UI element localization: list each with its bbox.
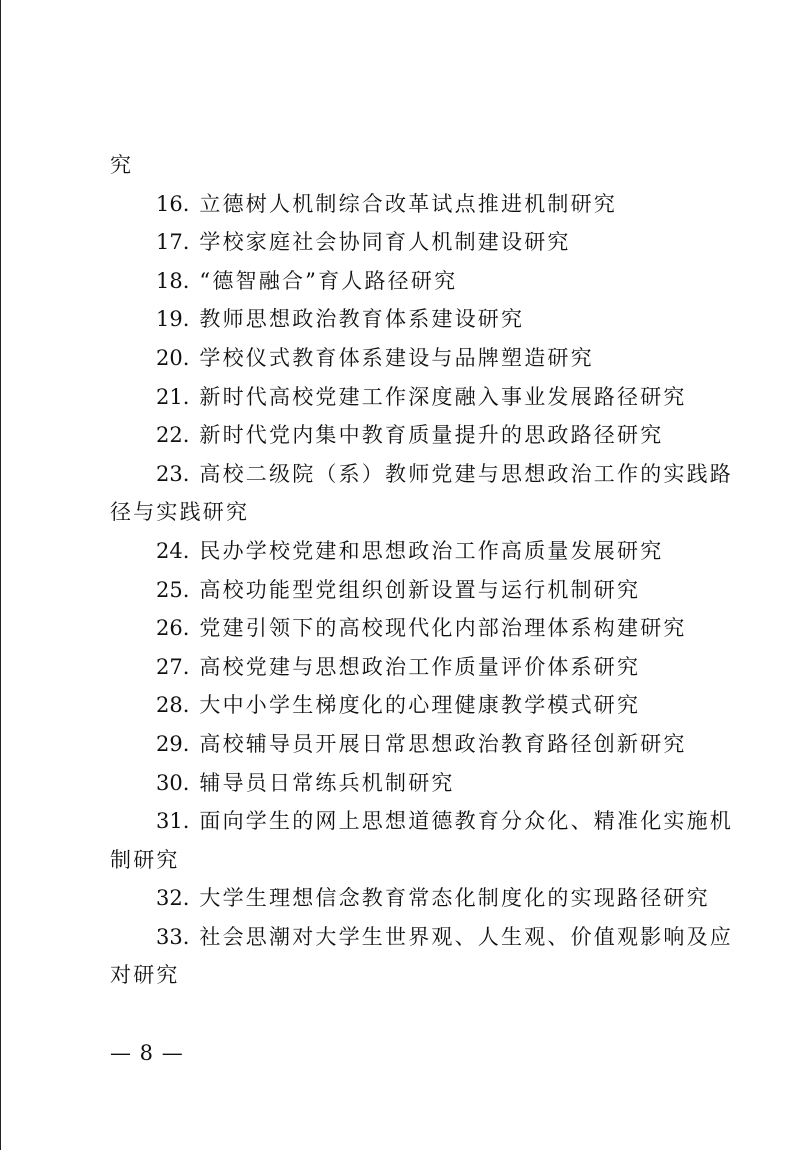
item-text: 高校党建与思想政治工作质量评价体系研究 — [199, 654, 641, 679]
line-text: 径与实践研究 — [110, 500, 250, 525]
item-text: 高校辅导员开展日常思想政治教育路径创新研究 — [199, 731, 687, 756]
item-text: 学校仪式教育体系建设与品牌塑造研究 — [199, 345, 594, 370]
item-number: 16. — [156, 191, 190, 216]
list-item-19 — [110, 300, 715, 339]
item-text: 面向学生的网上思想道德教育分众化、精准化实施机 — [199, 809, 734, 834]
item-text: 新时代高校党建工作深度融入事业发展路径研究 — [199, 384, 687, 409]
line-text: 究 — [110, 153, 134, 177]
item-number: 24. — [156, 538, 190, 563]
item-number: 19. — [156, 307, 190, 332]
list-item-31 — [110, 802, 734, 841]
list-item-23-continuation — [110, 493, 715, 532]
list-item-24 — [110, 532, 715, 571]
item-text: 辅导员日常练兵机制研究 — [199, 770, 455, 795]
item-text: 民办学校党建和思想政治工作高质量发展研究 — [199, 538, 664, 563]
item-number: 20. — [156, 345, 190, 370]
item-text: 教师思想政治教育体系建设研究 — [199, 307, 525, 332]
list-item-30 — [110, 764, 715, 803]
list-item-27 — [110, 648, 715, 687]
item-number: 25. — [156, 577, 190, 602]
item-number: 27. — [156, 654, 190, 679]
line-text: 对研究 — [110, 963, 180, 988]
item-text: 高校二级院（系）教师党建与思想政治工作的实践路 — [199, 461, 734, 486]
item-number: 21. — [156, 384, 190, 409]
page-left-border — [0, 0, 1, 1150]
list-item-26 — [110, 609, 715, 648]
item-number: 26. — [156, 616, 190, 641]
item-text: 学校家庭社会协同育人机制建设研究 — [199, 230, 571, 255]
list-item-22 — [110, 416, 715, 455]
list-item-33-continuation — [110, 956, 715, 995]
item-text: 社会思潮对大学生世界观、人生观、价值观影响及应 — [199, 924, 734, 949]
list-item-33 — [110, 918, 734, 957]
item-number: 22. — [156, 423, 190, 448]
list-item-25 — [110, 571, 715, 610]
list-item-16 — [110, 185, 715, 224]
item-number: 29. — [156, 731, 190, 756]
list-item-21 — [110, 378, 715, 417]
list-item-31-continuation — [110, 841, 715, 880]
line-text: 制研究 — [110, 847, 180, 872]
item-number: 33. — [156, 924, 190, 949]
list-item-18 — [110, 262, 715, 301]
item-text: 立德树人机制综合改革试点推进机制研究 — [199, 191, 618, 216]
list-item-23 — [110, 455, 734, 494]
continuation-line — [110, 146, 715, 185]
document-body — [110, 146, 734, 995]
item-text: 新时代党内集中教育质量提升的思政路径研究 — [199, 423, 664, 448]
item-text: “德智融合”育人路径研究 — [199, 268, 458, 293]
item-number: 23. — [156, 461, 190, 486]
list-item-20 — [110, 339, 715, 378]
item-number: 32. — [156, 886, 190, 911]
list-item-29 — [110, 725, 715, 764]
list-item-17 — [110, 223, 715, 262]
list-item-32 — [110, 879, 715, 918]
page-number: — 8 — — [110, 1041, 184, 1065]
item-number: 30. — [156, 770, 190, 795]
item-number: 28. — [156, 693, 190, 718]
item-number: 31. — [156, 809, 190, 834]
item-text: 党建引领下的高校现代化内部治理体系构建研究 — [199, 616, 687, 641]
list-item-28 — [110, 686, 715, 725]
item-number: 17. — [156, 230, 190, 255]
item-text: 大学生理想信念教育常态化制度化的实现路径研究 — [199, 886, 710, 911]
item-number: 18. — [156, 268, 190, 293]
item-text: 高校功能型党组织创新设置与运行机制研究 — [199, 577, 641, 602]
item-text: 大中小学生梯度化的心理健康教学模式研究 — [199, 693, 641, 718]
